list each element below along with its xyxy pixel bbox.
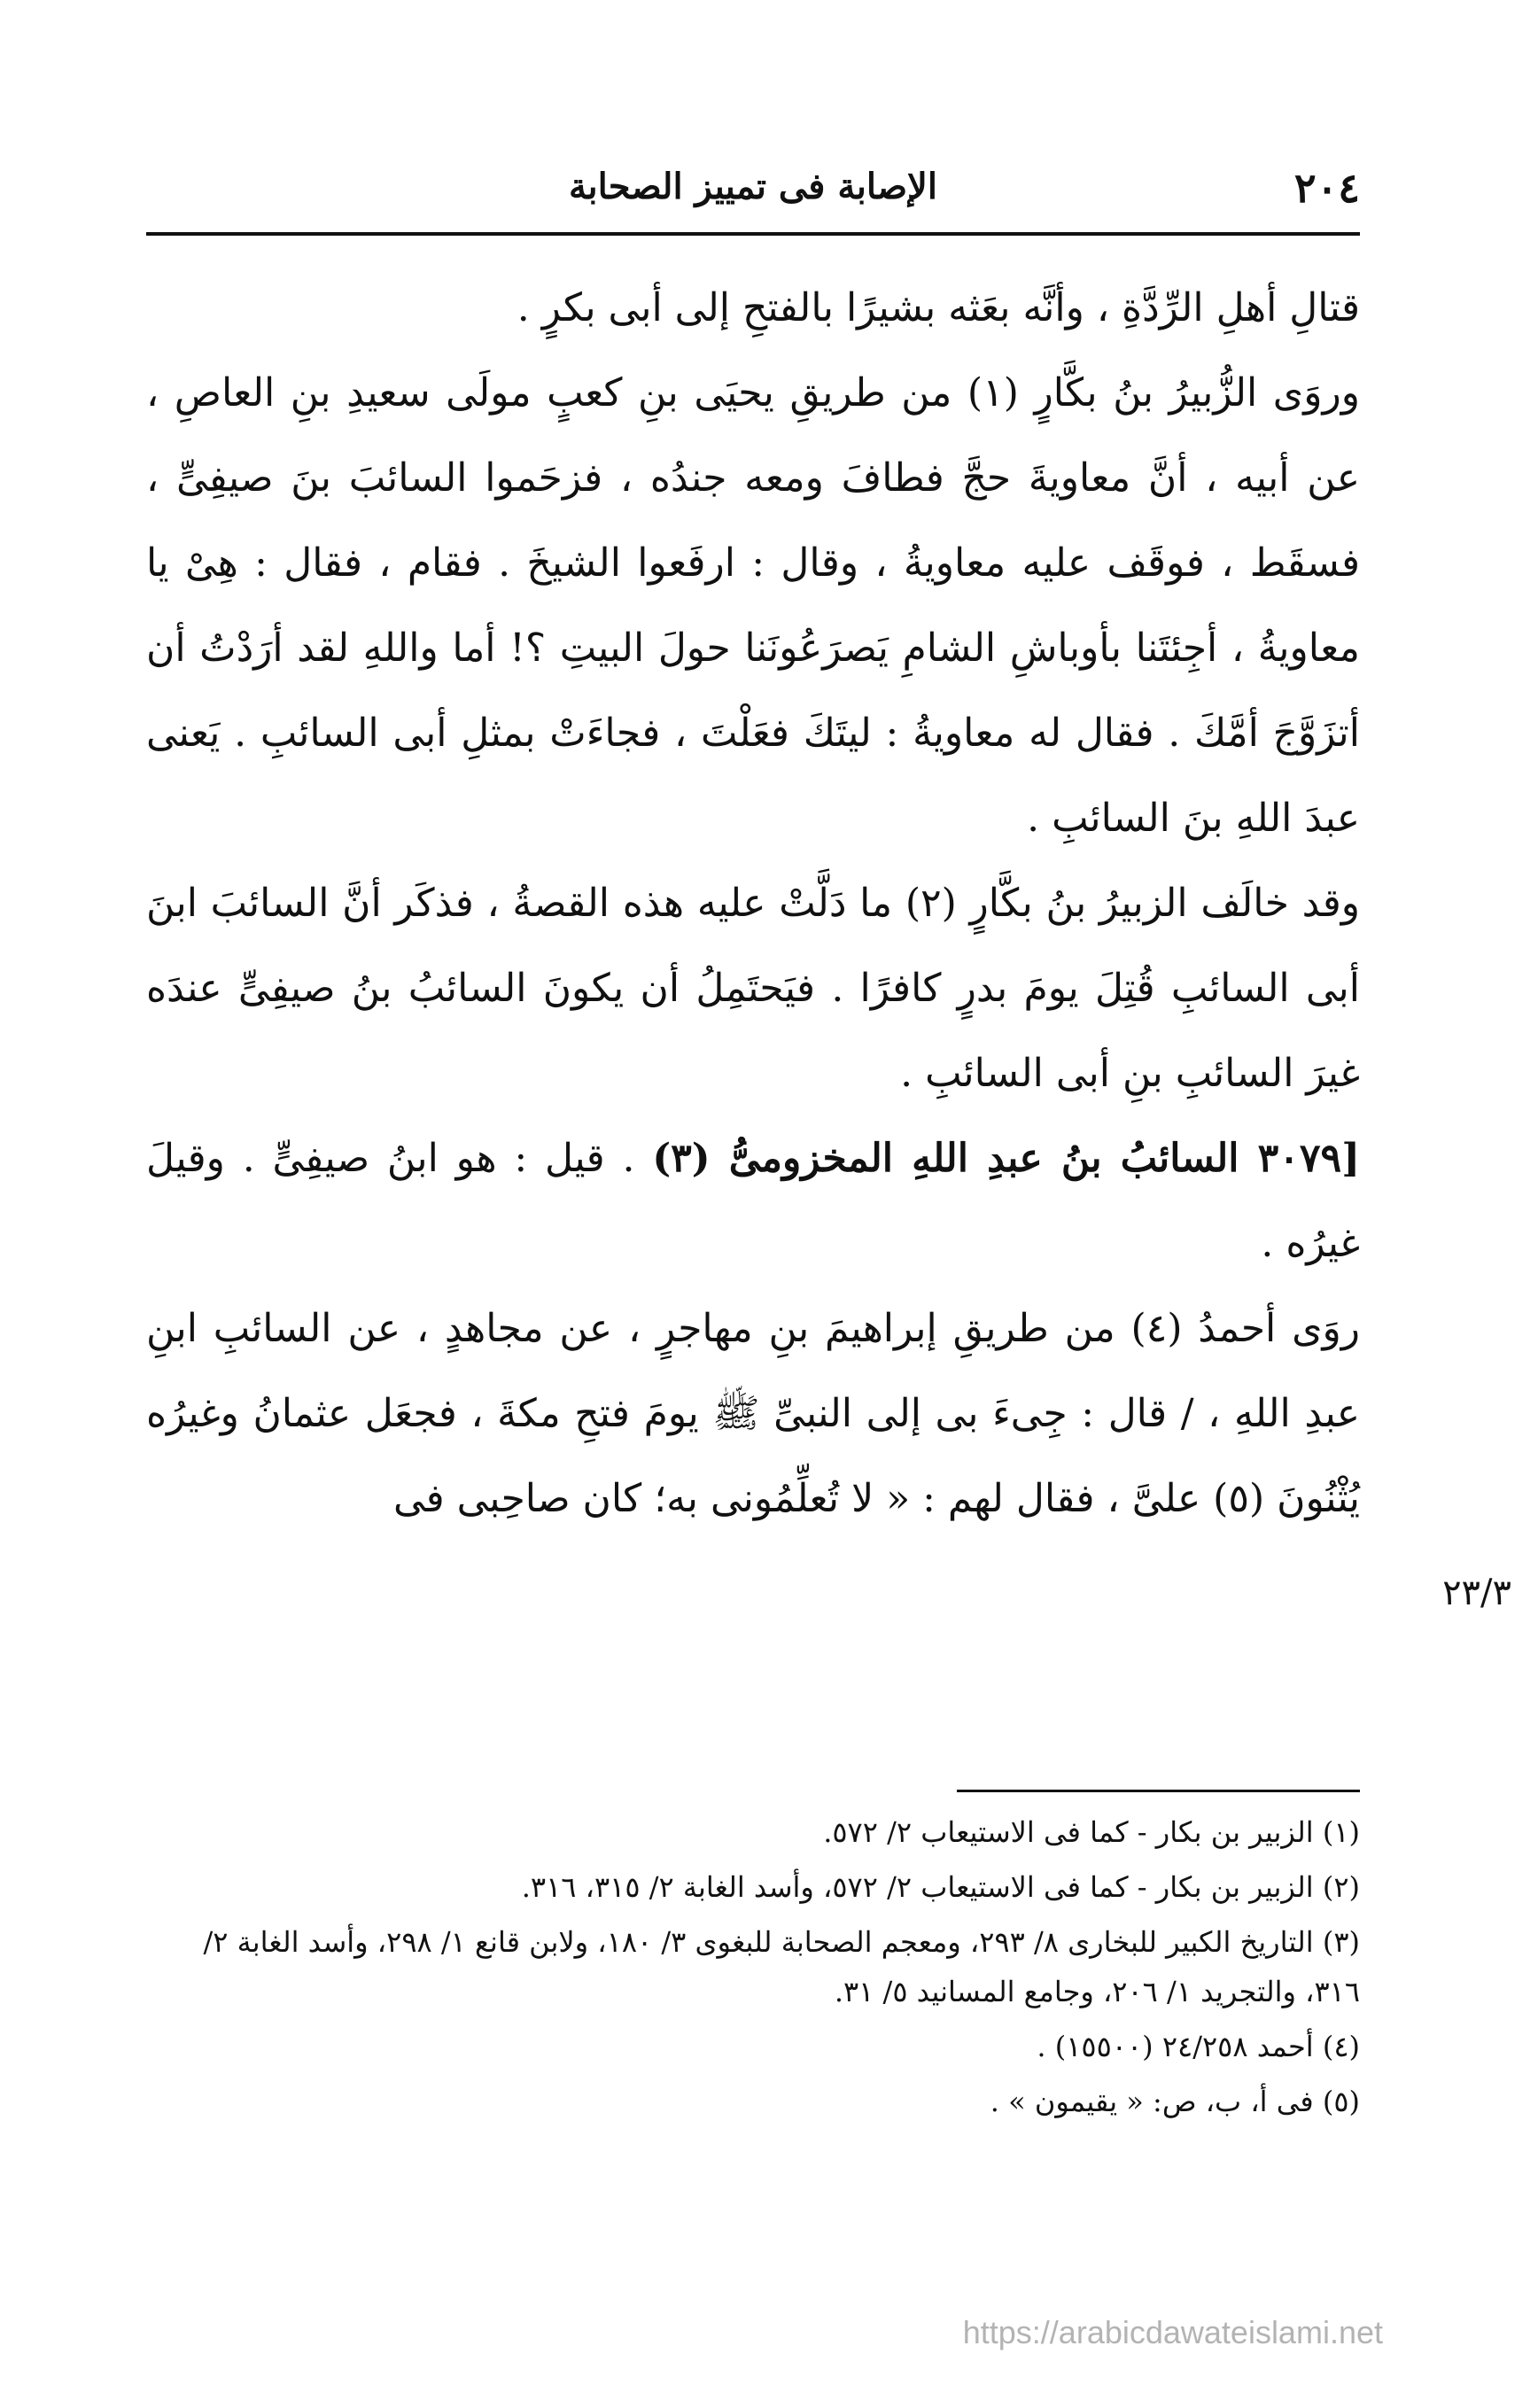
page-number: ٢٠٤: [1293, 164, 1360, 212]
entry-name: السائبُ بنُ عبدِ اللهِ المخزومىُّ (٣): [652, 1136, 1239, 1181]
page-header: [146, 155, 1360, 235]
entry-description: . قيل : هو ابنُ صيفِىٍّ . وقيلَ غيرُه .: [146, 1136, 1360, 1266]
entry-number: [٣٠٧٩: [1257, 1136, 1361, 1181]
entry-paragraph: [146, 1116, 1360, 1286]
running-title: الإصابة فى تمييز الصحابة: [569, 166, 937, 207]
paragraph-1: قتالِ أهلِ الرِّدَّةِ ، وأنَّه بعَثه بشيرًا بالفتحِ إلى أبى بكرٍ .: [517, 285, 1360, 330]
footnote-5: (٥) فى أ، ب، ص: « يقيمون » .: [990, 2085, 1360, 2118]
paragraph-3: وقد خالَف الزبيرُ بنُ بكَّارٍ (٢) ما دَلَّتْ عليه هذه القصةُ ، فذكَر أنَّ السائبَ ابنَ أبى السائبِ قُتِلَ يومَ بدرٍ كافرًا . فيَحتَمِلُ أن يكونَ السائبُ بنُ صيفِىٍّ عندَه غيرَ السائبِ بنِ أبى السائبِ .: [146, 881, 1360, 1096]
footnote-1: (١) الزبير بن بكار - كما فى الاستيعاب ٢/ ٥٧٢.: [823, 1815, 1360, 1849]
main-text: [146, 266, 1360, 1542]
footnote-rule: [957, 1790, 1360, 1792]
footnote-3: (٣) التاريخ الكبير للبخارى ٨/ ٢٩٣، ومعجم الصحابة للبغوى ٣/ ١٨٠، ولابن قانع ١/ ٢٩٨، وأسد الغابة ٢/ ٣١٦، والتجريد ١/ ٢٠٦، وجامع المسانيد ٥/ ٣١.: [203, 1925, 1360, 2008]
footnote-4: (٤) أحمد ٢٤/٢٥٨ (١٥٥٠٠) .: [1037, 2030, 1360, 2063]
paragraph-2: وروَى الزُّبيرُ بنُ بكَّارٍ (١) من طريقِ يحيَى بنِ كعبٍ مولَى سعيدِ بنِ العاصِ ، عن أبيه ، أنَّ معاويةَ حجَّ فطافَ ومعه جندُه ، فزحَموا السائبَ بنَ صيفِىٍّ ، فسقَط ، فوقَف عليه معاويةُ ، وقال : ارفَعوا الشيخَ . فقام ، فقال : هِىْ يا معاويةُ ، أجِئتَنا بأوباشِ الشامِ يَصرَعُونَنا حولَ البيتِ ؟! أما واللهِ لقد أرَدْتُ أن أتزَوَّجَ أمَّكَ . فقال له معاويةُ : ليتَكَ فعَلْتَ ، فجاءَتْ بمثلِ أبى السائبِ . يَعنى عبدَ اللهِ بنَ السائبِ .: [146, 370, 1360, 841]
watermark-url: https://arabicdawateislami.net: [962, 2314, 1383, 2350]
header-rule: [146, 232, 1360, 236]
footnote-2: (٢) الزبير بن بكار - كما فى الاستيعاب ٢/ ٥٧٢، وأسد الغابة ٢/ ٣١٥، ٣١٦.: [521, 1870, 1360, 1904]
paragraph-5: روَى أحمدُ (٤) من طريقِ إبراهيمَ بنِ مهاجرٍ ، عن مجاهدٍ ، عن السائبِ ابنِ عبدِ اللهِ ، / قال : جِىءَ بى إلى النبىِّ ﷺ يومَ فتحِ مكةَ ، فجعَل عثمانُ وغيرُه يُثْنُونَ (٥) علىَّ ، فقال لهم : « لا تُعلِّمُونى به؛ كان صاحِبى فى: [146, 1306, 1361, 1521]
margin-reference: ٢٣/٣: [1442, 1573, 1511, 1613]
footnotes: [146, 1807, 1360, 2132]
